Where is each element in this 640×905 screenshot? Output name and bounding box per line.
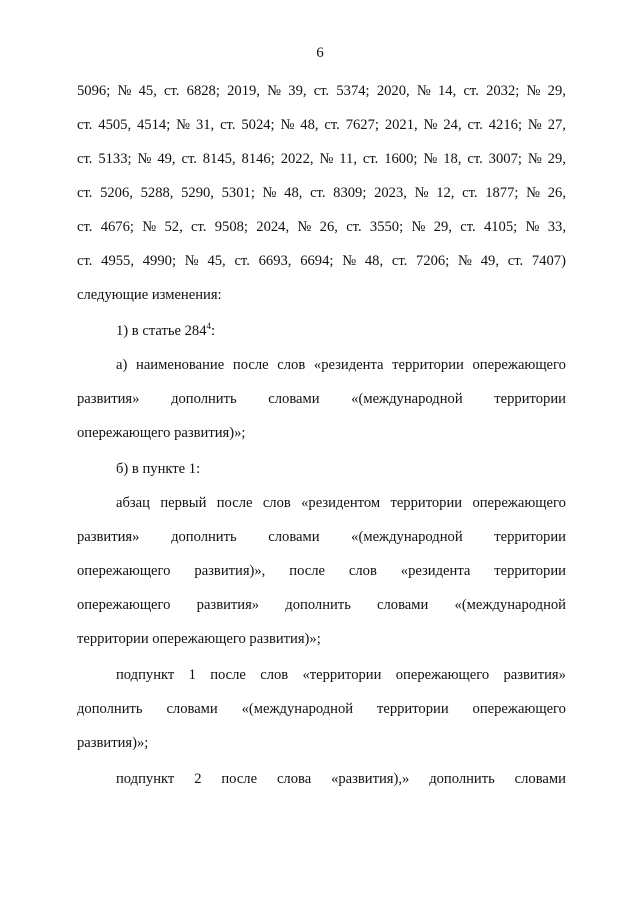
word: № (137, 151, 152, 167)
text-line: опережающего развития)»; (77, 425, 246, 441)
word: № (423, 117, 438, 133)
text-line (77, 528, 566, 546)
word: 29, (547, 83, 566, 99)
word: слов (262, 495, 291, 511)
word: словами (268, 529, 320, 545)
word: развития» (196, 597, 260, 613)
word: после (289, 563, 325, 579)
word: № (319, 151, 334, 167)
word: «(международной (351, 391, 463, 407)
word: ст. (507, 253, 524, 269)
word: 5288, (140, 185, 174, 201)
word: 7206; (416, 253, 450, 269)
text-line (77, 116, 566, 134)
text-line (116, 666, 566, 684)
word: 6828; (186, 83, 220, 99)
text-line (116, 322, 566, 340)
word: опережающего (472, 495, 566, 511)
word: 4955, (101, 253, 134, 269)
word: 4216; (488, 117, 522, 133)
text-line: б) в пункте 1: (116, 461, 201, 477)
word: 2032; (486, 83, 520, 99)
text-line-content: 1) в статье $284^4$: (116, 321, 216, 339)
word: 33, (547, 219, 566, 235)
word: 49, (480, 253, 499, 269)
page-number: 6 (316, 45, 324, 61)
word: № (411, 219, 426, 235)
text-line (77, 596, 566, 614)
text-line (77, 390, 566, 408)
word: ст. (164, 83, 180, 99)
word: территории (390, 495, 463, 511)
word: 45, (138, 83, 157, 99)
word: первый (160, 495, 207, 511)
word: дополнить (429, 771, 495, 787)
text-line (116, 494, 566, 512)
word: словами (514, 771, 566, 787)
word: наименование (136, 357, 225, 373)
word: территории (494, 391, 566, 407)
word: 48, (364, 253, 384, 269)
word: № (262, 185, 277, 201)
word: «развития),» (331, 771, 410, 787)
word: опережающего (472, 357, 566, 373)
word: 3550; (369, 219, 404, 235)
word: 14, (438, 83, 457, 99)
word: 29, (547, 151, 566, 167)
word: ст. (191, 219, 207, 235)
word: территории (494, 563, 566, 579)
word: 8309; (333, 185, 367, 201)
word: 4105; (483, 219, 518, 235)
word: ст. (77, 151, 93, 167)
word: № (267, 83, 282, 99)
word: опережающего (77, 563, 171, 579)
word: «резидента (400, 563, 471, 579)
word: 4676; (100, 219, 134, 235)
word: словами (268, 391, 320, 407)
word: 4514; (137, 117, 171, 133)
text-line (116, 770, 566, 788)
word: территории (392, 357, 464, 373)
word: 11, (339, 151, 357, 167)
word: ст. (324, 117, 340, 133)
word: «(международной (241, 701, 354, 717)
word: ст. (467, 151, 483, 167)
word: ст. (463, 83, 479, 99)
word: № (142, 219, 157, 235)
word: № (526, 83, 541, 99)
word: 5374; (336, 83, 370, 99)
word: ст. (462, 185, 478, 201)
text-line (77, 700, 566, 718)
word: «(международной (351, 529, 463, 545)
word: 8146; (241, 151, 275, 167)
word: ст. (77, 219, 93, 235)
word: после (221, 771, 258, 787)
word: 18, (443, 151, 462, 167)
word: а) (116, 357, 128, 373)
word: 9508; (214, 219, 248, 235)
word: № (527, 151, 542, 167)
word: 5024; (241, 117, 275, 133)
word: дополнить (285, 597, 351, 613)
word: абзац (116, 495, 150, 511)
word: слова (276, 771, 312, 787)
word: 49, (157, 151, 176, 167)
word: 48, (300, 117, 319, 133)
word: 2023, (374, 185, 407, 201)
word: ст. (220, 117, 236, 133)
word: № (184, 253, 199, 269)
word: 26, (547, 185, 566, 201)
word: после (210, 667, 246, 683)
word: «территории (302, 667, 382, 683)
word: 4505, (98, 117, 132, 133)
word: ст. (346, 219, 362, 235)
word: 5133; (98, 151, 132, 167)
word: № (527, 117, 542, 133)
word: 4990; (142, 253, 176, 269)
word: 39, (288, 83, 307, 99)
superscript: 4 (206, 321, 212, 331)
word: развития)», (194, 563, 266, 579)
text-line (77, 562, 566, 580)
word: 2019, (227, 83, 260, 99)
word: № (297, 219, 312, 235)
word: ст. (362, 151, 379, 167)
word: опережающего (395, 667, 490, 683)
word: подпункт (116, 667, 175, 683)
word: словами (377, 597, 429, 613)
word: слов (260, 667, 289, 683)
word: № (342, 253, 357, 269)
word: 7627; (345, 117, 379, 133)
word: № (414, 185, 429, 201)
word: подпункт (116, 771, 175, 787)
word: № (423, 151, 438, 167)
word: «(международной (454, 597, 566, 613)
word: «резидентом (301, 495, 381, 511)
word: дополнить (171, 391, 237, 407)
word: 31, (195, 117, 215, 133)
word: 45, (207, 253, 226, 269)
word: 1600; (384, 151, 418, 167)
word: 1877; (485, 185, 519, 201)
word: ст. (77, 253, 93, 269)
word: 6693, (258, 253, 292, 269)
word: дополнить (171, 529, 237, 545)
text-line (77, 218, 566, 236)
word: опережающего (472, 701, 566, 717)
word: 2022, (280, 151, 314, 167)
word: развития» (503, 667, 566, 683)
word: 5290, (181, 185, 214, 201)
word: 29, (433, 219, 452, 235)
word: ст. (310, 185, 326, 201)
word: ст. (313, 83, 330, 99)
word: развития» (77, 529, 140, 545)
word: 12, (436, 185, 455, 201)
word: ст. (181, 151, 197, 167)
word: 1 (188, 667, 196, 683)
text-line (116, 356, 566, 374)
word: 6694; (300, 253, 334, 269)
text-line: следующие изменения: (77, 287, 222, 303)
word: № (416, 83, 431, 99)
text-line (77, 184, 566, 202)
word: ст. (391, 253, 408, 269)
word: 52, (164, 219, 183, 235)
word: 2024, (256, 219, 290, 235)
word: 24, (443, 117, 462, 133)
word: 48, (284, 185, 303, 201)
word: развития» (77, 391, 140, 407)
word: территории (376, 701, 449, 717)
word: 2020, (376, 83, 410, 99)
word: 8145, (202, 151, 236, 167)
word: 5301; (221, 185, 255, 201)
word: № (117, 83, 132, 99)
word: 7407) (531, 253, 566, 269)
word: опережающего (77, 597, 171, 613)
text-line (77, 82, 566, 100)
word: после (216, 495, 253, 511)
word: «резидента (313, 357, 384, 373)
word: слов (348, 563, 377, 579)
text-line (77, 150, 566, 168)
text-line: развития)»; (77, 735, 149, 751)
word: № (176, 117, 191, 133)
word: дополнить (77, 701, 143, 717)
word: ст. (460, 219, 476, 235)
word: словами (166, 701, 218, 717)
word: ст. (77, 185, 93, 201)
word: № (526, 185, 541, 201)
word: № (280, 117, 295, 133)
word: после (232, 357, 269, 373)
word: 26, (319, 219, 338, 235)
word: 2 (194, 771, 202, 787)
word: 2021, (384, 117, 418, 133)
word: № (458, 253, 472, 269)
word: территории (494, 529, 566, 545)
word: ст. (467, 117, 483, 133)
word: 27, (547, 117, 566, 133)
word: № (525, 219, 540, 235)
word: слов (277, 357, 306, 373)
word: 5206, (100, 185, 133, 201)
text-line: территории опережающего развития)»; (77, 631, 321, 647)
text-line (77, 252, 566, 270)
word: ст. (234, 253, 250, 269)
word: 3007; (488, 151, 522, 167)
word: 5096; (77, 83, 111, 99)
word: ст. (77, 117, 93, 133)
